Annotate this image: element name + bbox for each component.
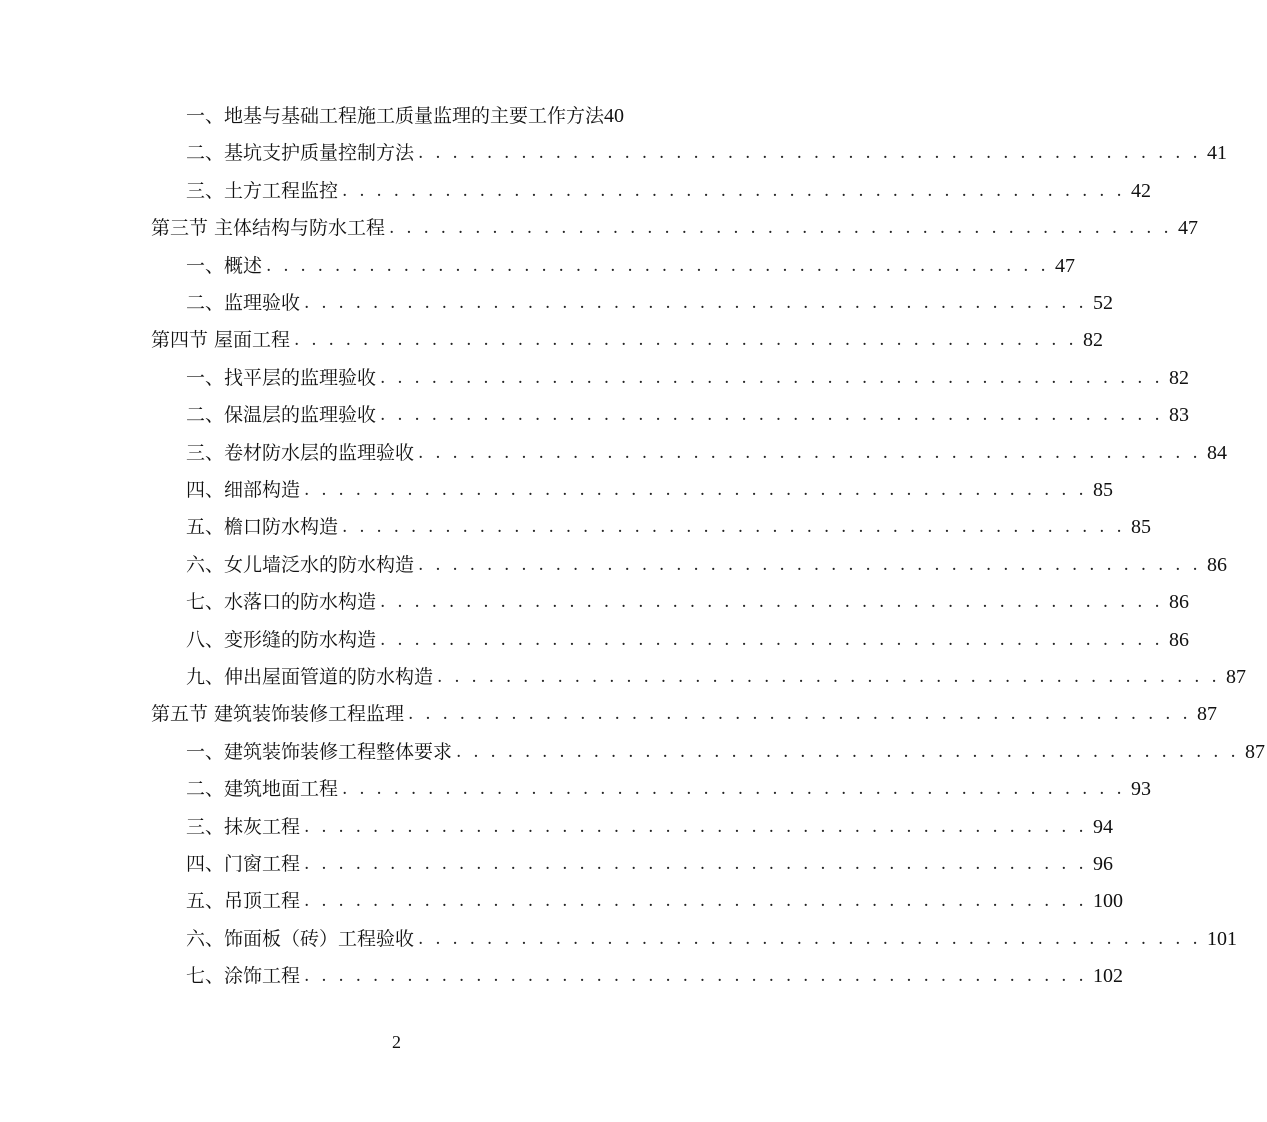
toc-entry-title: 二、建筑地面工程 (186, 778, 339, 801)
toc-subsection-entry[interactable] (186, 285, 1113, 322)
toc-entry-page: 52 (1092, 292, 1113, 314)
toc-entry-page: 87 (1225, 666, 1246, 688)
toc-entry-title: 第三节 主体结构与防水工程 (151, 217, 386, 240)
toc-dot-leader: . . . . . . . . . . . . . . . . . . . . . . . . . . . . . . . . . . . . . . . . . . . . . . (389, 218, 1172, 239)
toc-entry-title: 一、地基与基础工程施工质量监理的主要工作方法 (186, 105, 605, 127)
toc-dot-leader: . . . . . . . . . . . . . . . . . . . . . . . . . . . . . . . . . . . . . . . . . . . . . . (266, 255, 1049, 276)
toc-entry-page: 47 (1054, 254, 1075, 277)
toc-entry-page: 82 (1083, 329, 1103, 352)
toc-subsection-entry[interactable] (186, 584, 1189, 621)
toc-entry-page: 41 (1206, 142, 1227, 165)
table-of-contents (0, 98, 1265, 998)
toc-entry-page: 101 (1206, 927, 1237, 950)
toc-entry-page: 86 (1168, 591, 1189, 614)
toc-entry-page: 96 (1092, 853, 1113, 875)
toc-entry-title: 第五节 建筑装饰装修工程监理 (151, 703, 405, 726)
toc-entry-title: 四、细部构造 (186, 479, 301, 501)
toc-subsection-entry[interactable] (186, 921, 1237, 958)
toc-entry-title: 六、饰面板（砖）工程验收 (186, 927, 415, 950)
toc-dot-leader: . . . . . . . . . . . . . . . . . . . . . . . . . . . . . . . . . . . . . . . . . . . . . . (342, 779, 1125, 800)
toc-dot-leader: . . . . . . . . . . . . . . . . . . . . . . . . . . . . . . . . . . . . . . . . . . . . . . (304, 480, 1087, 500)
toc-dot-leader: . . . . . . . . . . . . . . . . . . . . . . . . . . . . . . . . . . . . . . . . . . . . . . (304, 854, 1087, 874)
toc-entry-title: 八、变形缝的防水构造 (186, 628, 377, 651)
toc-entry-title: 九、伸出屋面管道的防水构造 (186, 666, 434, 688)
toc-entry-title: 七、水落口的防水构造 (186, 591, 377, 614)
toc-entry-page: 84 (1206, 441, 1227, 464)
toc-entry-page: 87 (1244, 740, 1265, 763)
toc-entry-title: 五、檐口防水构造 (186, 516, 339, 539)
toc-entry-title: 二、监理验收 (186, 292, 301, 314)
toc-subsection-entry[interactable] (186, 622, 1189, 659)
toc-subsection-entry[interactable] (186, 547, 1227, 584)
toc-entry-page: 87 (1197, 703, 1217, 726)
toc-dot-leader: . . . . . . . . . . . . . . . . . . . . . . . . . . . . . . . . . . . . . . . . . . . . . . (380, 367, 1163, 388)
toc-dot-leader: . . . . . . . . . . . . . . . . . . . . . . . . . . . . . . . . . . . . . . . . . . . . . . (418, 928, 1201, 949)
toc-entry-title: 一、建筑装饰装修工程整体要求 (186, 740, 453, 763)
toc-subsection-entry[interactable] (186, 248, 1075, 285)
toc-entry-page: 82 (1168, 366, 1189, 389)
toc-entry-page: 102 (1092, 965, 1123, 988)
toc-section-entry[interactable] (151, 210, 1198, 247)
toc-entry-page: 42 (1130, 179, 1151, 202)
toc-dot-leader: . . . . . . . . . . . . . . . . . . . . . . . . . . . . . . . . . . . . . . . . . . . . . . (342, 517, 1125, 538)
toc-entry-page: 86 (1168, 628, 1189, 651)
toc-subsection-entry[interactable] (186, 435, 1227, 472)
toc-dot-leader: . . . . . . . . . . . . . . . . . . . . . . . . . . . . . . . . . . . . . . . . . . . . . . (304, 293, 1087, 313)
toc-entry-title: 六、女儿墙泛水的防水构造 (186, 553, 415, 576)
toc-dot-leader: . . . . . . . . . . . . . . . . . . . . . . . . . . . . . . . . . . . . . . . . . . . . . . (342, 180, 1125, 201)
toc-entry-title: 三、卷材防水层的监理验收 (186, 441, 415, 464)
toc-entry-title: 三、抹灰工程 (186, 815, 301, 838)
toc-subsection-entry[interactable] (186, 958, 1123, 995)
toc-entry-title: 五、吊顶工程 (186, 890, 301, 913)
toc-subsection-entry[interactable] (186, 509, 1151, 546)
toc-subsection-entry[interactable] (186, 771, 1151, 808)
toc-dot-leader: . . . . . . . . . . . . . . . . . . . . . . . . . . . . . . . . . . . . . . . . . . . . . . (294, 330, 1077, 351)
toc-subsection-entry[interactable] (186, 173, 1151, 210)
toc-entry-title: 一、找平层的监理验收 (186, 366, 377, 389)
toc-dot-leader: . . . . . . . . . . . . . . . . . . . . . . . . . . . . . . . . . . . . . . . . . . . . . . (380, 592, 1163, 613)
toc-entry-page: 85 (1130, 516, 1151, 539)
toc-subsection-entry[interactable] (186, 734, 1265, 771)
toc-dot-leader: . . . . . . . . . . . . . . . . . . . . . . . . . . . . . . . . . . . . . . . . . . . . . . (304, 816, 1087, 837)
toc-entry-page: 100 (1092, 890, 1123, 913)
toc-dot-leader: . . . . . . . . . . . . . . . . . . . . . . . . . . . . . . . . . . . . . . . . . . . . . . (304, 891, 1087, 912)
toc-subsection-entry[interactable] (186, 846, 1113, 883)
toc-subsection-entry[interactable] (186, 472, 1113, 509)
toc-subsection-entry[interactable] (186, 809, 1113, 846)
toc-entry-page: 40 (604, 105, 625, 127)
toc-entry-title: 二、保温层的监理验收 (186, 404, 377, 427)
toc-entry-title: 第四节 屋面工程 (151, 329, 291, 352)
toc-subsection-entry[interactable] (186, 135, 1227, 172)
toc-subsection-entry[interactable] (186, 397, 1189, 434)
toc-entry-title: 一、概述 (186, 254, 263, 277)
page-number: 2 (392, 1032, 401, 1052)
toc-section-entry[interactable] (151, 696, 1217, 733)
toc-entry-page: 93 (1130, 778, 1151, 801)
toc-subsection-entry[interactable] (186, 883, 1123, 920)
toc-section-entry[interactable] (151, 322, 1103, 359)
toc-entry-page: 85 (1092, 479, 1113, 501)
toc-entry-page: 94 (1092, 815, 1113, 838)
toc-entry-title: 三、土方工程监控 (186, 179, 339, 202)
toc-dot-leader: . . . . . . . . . . . . . . . . . . . . . . . . . . . . . . . . . . . . . . . . . . . . . . (304, 966, 1087, 987)
toc-dot-leader: . . . . . . . . . . . . . . . . . . . . . . . . . . . . . . . . . . . . . . . . . . . . . . (380, 405, 1163, 426)
toc-entry-page: 83 (1168, 404, 1189, 427)
toc-entry-title: 七、涂饰工程 (186, 965, 301, 988)
toc-dot-leader: . . . . . . . . . . . . . . . . . . . . . . . . . . . . . . . . . . . . . . . . . . . . . . (456, 741, 1239, 762)
toc-dot-leader: . . . . . . . . . . . . . . . . . . . . . . . . . . . . . . . . . . . . . . . . . . . . . . (418, 143, 1201, 164)
toc-entry-page: 86 (1206, 553, 1227, 576)
toc-dot-leader: . . . . . . . . . . . . . . . . . . . . . . . . . . . . . . . . . . . . . . . . . . . . . . (418, 554, 1201, 575)
toc-entry-title: 四、门窗工程 (186, 853, 301, 875)
toc-entry-page: 47 (1178, 217, 1198, 240)
toc-dot-leader: . . . . . . . . . . . . . . . . . . . . . . . . . . . . . . . . . . . . . . . . . . . . . . (408, 704, 1191, 725)
toc-entry-title: 二、基坑支护质量控制方法 (186, 142, 415, 165)
toc-subsection-entry[interactable] (186, 98, 675, 135)
toc-dot-leader: . . . . . . . . . . . . . . . . . . . . . . . . . . . . . . . . . . . . . . . . . . . . . . (380, 629, 1163, 650)
toc-dot-leader: . . . . . . . . . . . . . . . . . . . . . . . . . . . . . . . . . . . . . . . . . . . . . . (437, 667, 1220, 687)
toc-subsection-entry[interactable] (186, 360, 1189, 397)
toc-dot-leader: . . . . . . . . . . . . . . . . . . . . . . . . . . . . . . . . . . . . . . . . . . . . . . (418, 442, 1201, 463)
toc-subsection-entry[interactable] (186, 659, 1246, 696)
